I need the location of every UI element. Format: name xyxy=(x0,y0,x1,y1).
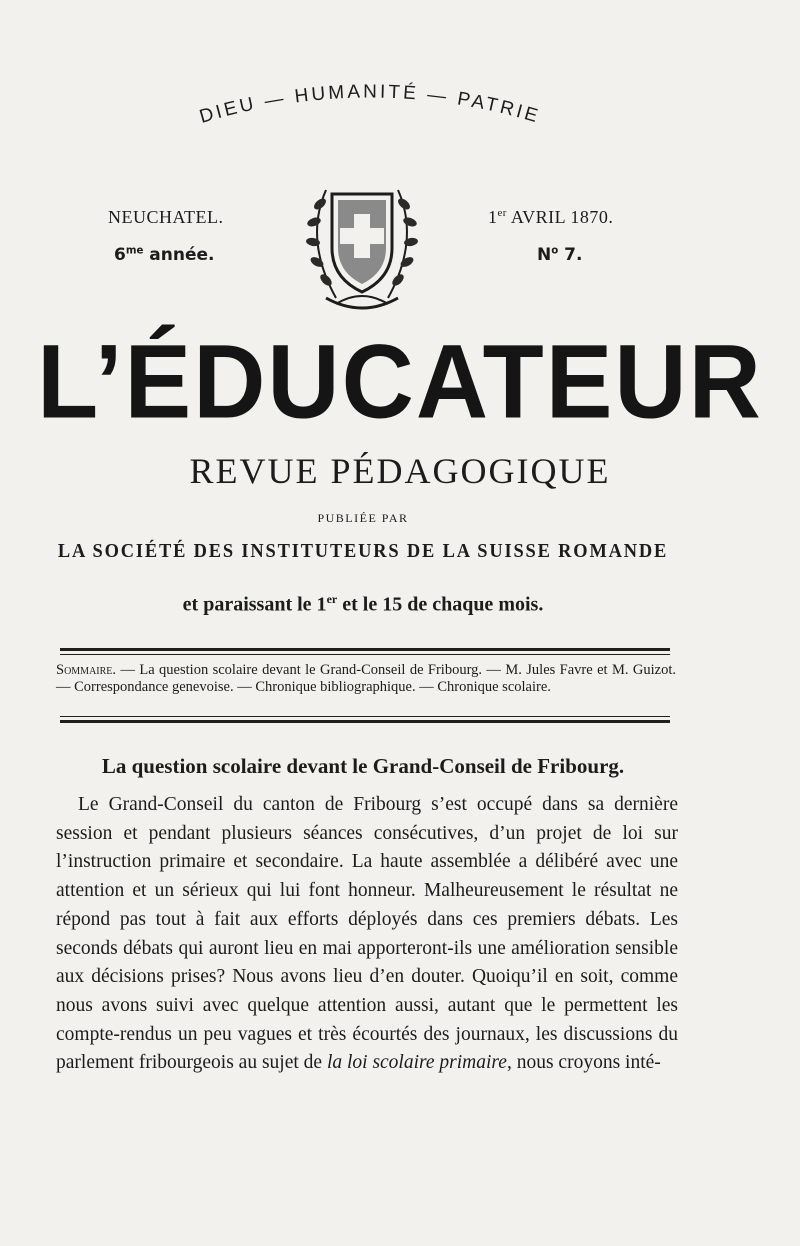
motto-arc xyxy=(160,70,580,140)
summary-text: — La question scolaire devant le Grand-Conseil de Fribourg. — M. Jules Favre et M. Guizot. — Correspondance genevoise. — Chronique bibliographique. — Chronique scolaire. xyxy=(56,662,676,695)
year-label: $6^{me}$ année. xyxy=(114,245,215,265)
article-body: Le Grand-Conseil du canton de Fribourg s’est occupé dans sa dernière session et pendant plusieurs séances consécutives, d’un projet de loi sur l’instruction primaire et secondaire. La haute assemblée a délibéré avec une attention et un sérieux qui lui font honneur. Malheureusement le résultat ne répond pas tout à fait aux efforts déployés dans ces premiers débats. Les seconds débats qui auront lieu en mai apporteront-ils une amélioration sensible aux décisions prises? Nous avons lieu d’en douter. Quoiqu’il en soit, comme nous avons suivi avec quelque attention aussi, autant que le permettent les compte-rendus un peu vagues et très écourtés des journaux, les discussions du parlement fribourgeois au sujet de la loi scolaire primaire, nous croyons inté- xyxy=(56,794,678,1074)
journal-title: L’ÉDUCATEUR xyxy=(37,323,763,441)
publisher-society: LA SOCIÉTÉ DES INSTITUTEURS DE LA SUISSE ROMANDE xyxy=(57,540,669,562)
journal-subtitle: REVUE PÉDAGOGIQUE xyxy=(189,451,611,491)
divider-top-thin xyxy=(60,654,670,655)
italic-phrase: la loi scolaire primaire xyxy=(326,1052,507,1074)
location: NEUCHATEL. xyxy=(108,207,224,227)
divider-bottom-thin xyxy=(60,716,670,717)
divider-top xyxy=(60,648,670,651)
publication-schedule: et paraissant le 1er et le 15 de chaque mois. xyxy=(182,592,544,616)
svg-text:DIEU — HUMANITÉ — PATRIE xyxy=(197,81,543,127)
issue-date: 1er AVRIL 1870. xyxy=(488,207,614,227)
summary xyxy=(56,662,676,696)
swiss-crest-emblem xyxy=(296,170,428,322)
summary-label: Sommaire. xyxy=(56,662,117,678)
article-title: La question scolaire devant le Grand-Conseil de Fribourg. xyxy=(101,754,625,778)
issue-number: $N^o$ 7. xyxy=(537,245,583,265)
divider-bottom xyxy=(60,720,670,723)
published-by: PUBLIÉE PAR xyxy=(317,511,409,525)
motto-text: DIEU — HUMANITÉ — PATRIE xyxy=(197,81,543,128)
